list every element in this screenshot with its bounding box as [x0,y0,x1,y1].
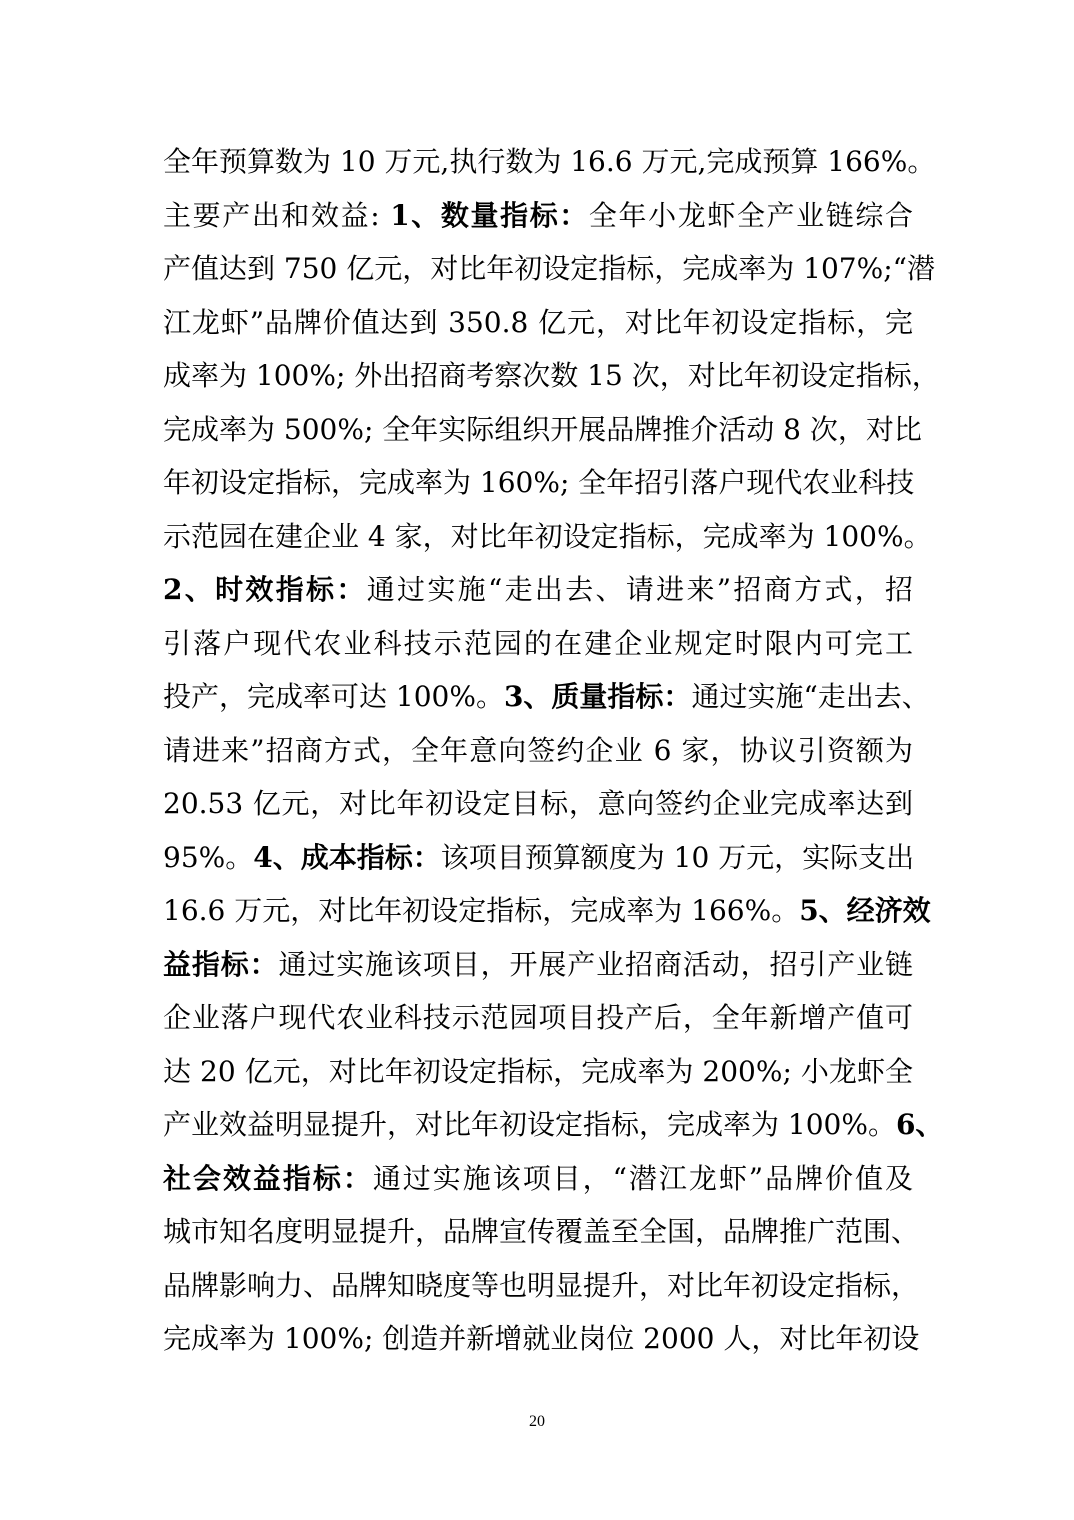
text-segment: 成率为 100%; 外出招商考察次数 15 次，对比年初设定指标， [163,359,940,392]
text-line [163,135,936,189]
text-segment: 主要产出和效益: [163,198,391,232]
text-line [163,1312,920,1366]
text-line [163,991,913,1045]
text-line [163,831,913,885]
text-segment: 达 20 亿元，对比年初设定指标，完成率为 200%; 小龙虾全 [163,1054,913,1088]
text-segment: 请进来”招商方式，全年意向签约企业 6 家，协议引资额为 [163,733,913,767]
bold-heading-segment: 社会效益指标： [163,1161,373,1195]
text-segment: 企业落户现代农业科技示范园项目投产后，全年新增产值可 [163,1001,913,1034]
bold-heading-segment: 益指标： [163,947,279,981]
text-segment: 通过实施“走出去、请进来”招商方式，招 [366,573,914,606]
text-line [163,1045,913,1099]
text-segment: 全年小龙虾全产业链综合 [588,198,913,232]
text-line [163,189,913,243]
text-line [163,510,932,564]
text-segment: 投产，完成率可达 100%。 [163,680,504,713]
text-segment: 通过实施“走出去、 [691,680,930,713]
text-segment: 全年预算数为 10 万元,执行数为 16.6 万元,完成预算 166%。 [163,145,936,178]
text-segment: 95%。 [163,840,254,874]
text-line [163,349,940,403]
text-line [163,1259,920,1313]
text-segment: 引落户现代农业科技示范园的在建企业规定时限内可完工 [163,626,913,660]
text-line [163,456,913,510]
text-line [163,617,913,671]
bold-heading-segment: 6、 [895,1108,944,1141]
text-segment: 通过实施该项目，“潜江龙虾”品牌价值及 [372,1161,913,1195]
bold-heading-segment: 3、质量指标： [503,680,692,713]
text-line [163,884,931,938]
text-line [163,1205,920,1259]
text-segment: 城市知名度明显提升，品牌宣传覆盖至全国，品牌推广范围、 [163,1215,920,1248]
text-segment: 品牌影响力、品牌知晓度等也明显提升，对比年初设定指标， [163,1268,920,1302]
text-line [163,670,930,724]
bold-heading-segment: 1、数量指标： [390,198,589,232]
text-segment: 示范园在建企业 4 家，对比年初设定指标，完成率为 100%。 [163,519,932,553]
bold-heading-segment: 5、经济效 [799,894,931,927]
bold-heading-segment: 4、成本指标： [253,840,441,874]
text-line [163,1098,944,1152]
text-line [163,724,913,778]
text-line [163,1152,913,1206]
text-segment: 年初设定指标，完成率为 160%; 全年招引落户现代农业科技 [163,466,915,499]
text-segment: 完成率为 500%; 全年实际组织开展品牌推介活动 8 次，对比 [163,412,922,446]
text-segment: 16.6 万元，对比年初设定指标，完成率为 166%。 [163,894,800,927]
body-text [163,135,944,1366]
text-segment: 通过实施该项目，开展产业招商活动，招引产业链 [278,947,913,981]
text-segment: 20.53 亿元，对比年初设定目标，意向签约企业完成率达到 [163,787,913,820]
text-segment: 产业效益明显提升，对比年初设定指标，完成率为 100%。 [163,1108,896,1141]
text-line [163,777,913,831]
text-segment: 该项目预算额度为 10 万元，实际支出 [440,840,915,874]
text-line [163,296,913,350]
text-segment: 产值达到 750 亿元，对比年初设定指标，完成率为 107%;“潜 [163,252,935,285]
text-line [163,242,935,296]
text-segment: 江龙虾”品牌价值达到 350.8 亿元，对比年初设定指标，完 [163,305,913,339]
text-line [163,563,913,617]
text-segment: 完成率为 100%; 创造并新增就业岗位 2000 人，对比年初设 [163,1322,920,1355]
page-number: 20 [529,1413,545,1430]
bold-heading-segment: 2、时效指标： [163,573,367,606]
text-line [163,938,913,992]
text-line [163,403,922,457]
